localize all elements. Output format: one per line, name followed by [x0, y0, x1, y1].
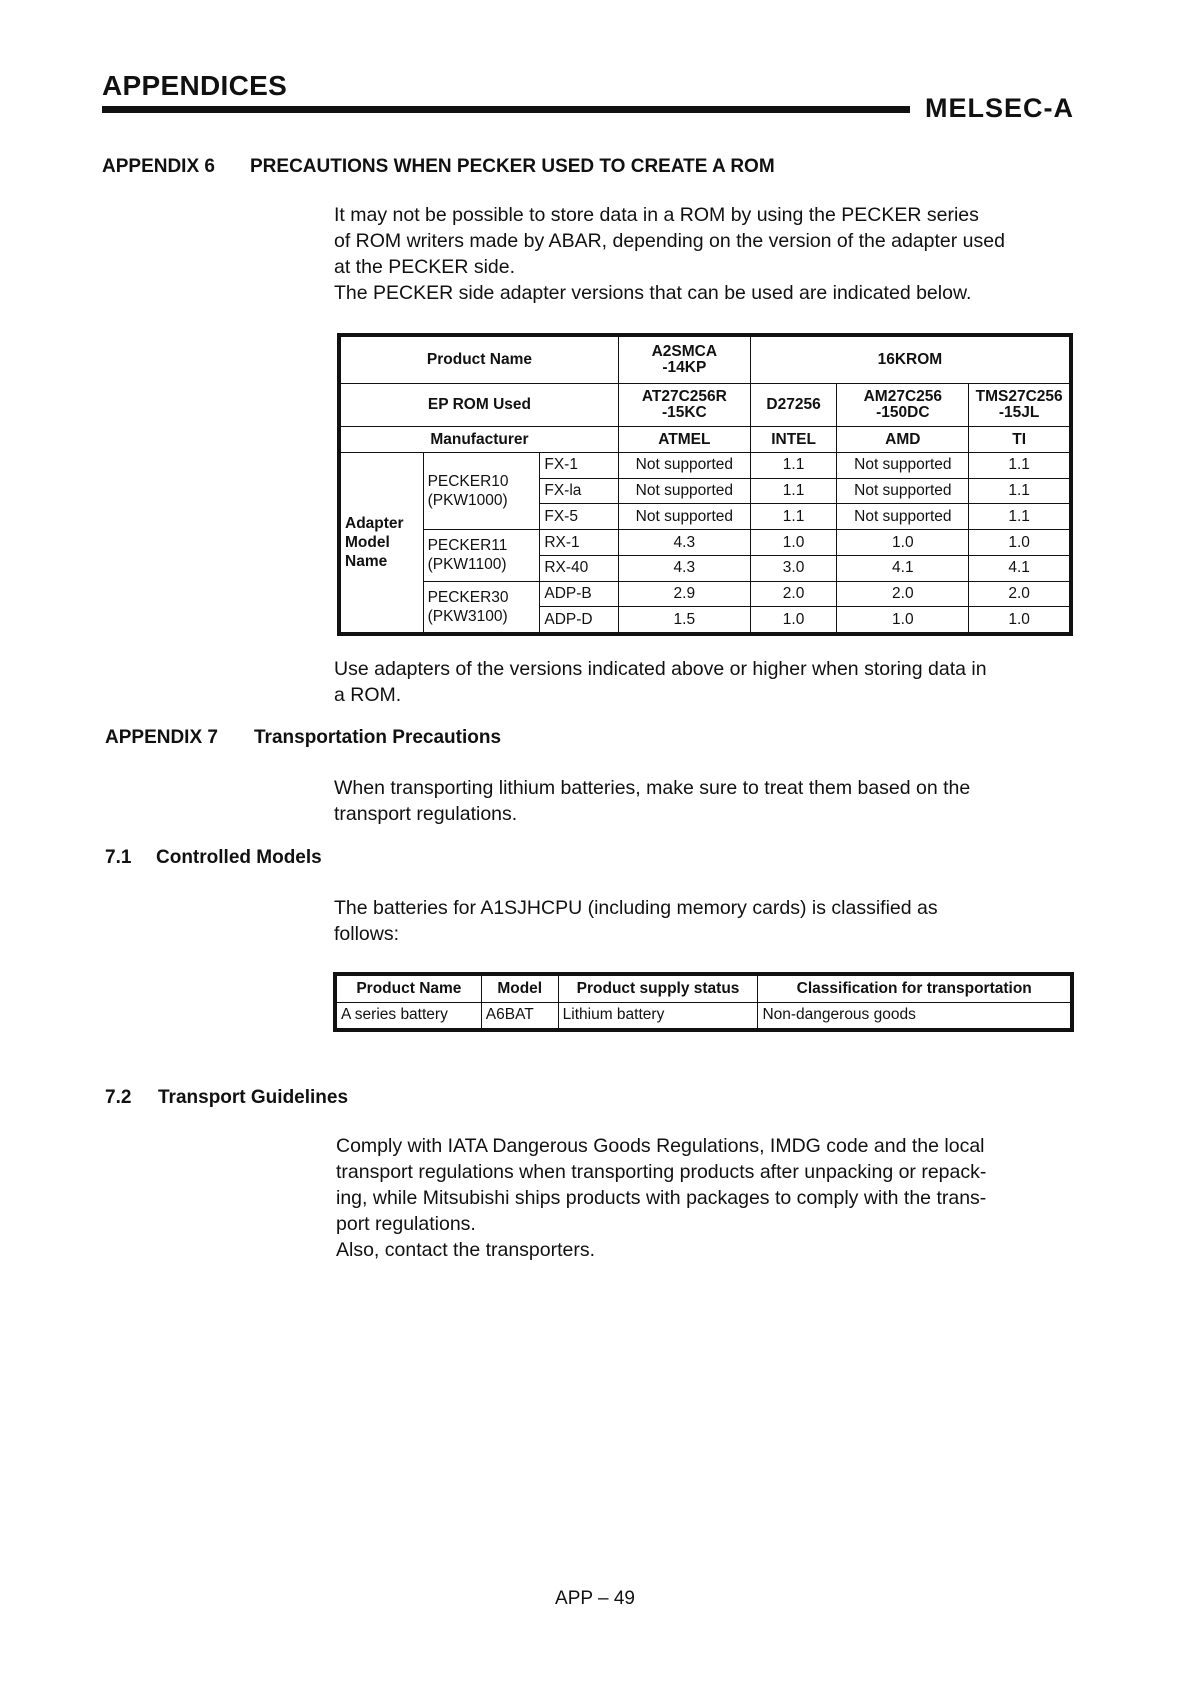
header-supply-status: Product supply status [558, 976, 758, 1003]
cell-supply-status: Lithium battery [558, 1002, 758, 1029]
adapter-cell: ADP-B [540, 581, 619, 607]
label-manufacturer: Manufacturer [341, 427, 619, 453]
value-cell: 4.1 [837, 555, 969, 581]
value-cell: 1.1 [969, 504, 1070, 530]
value-cell: 1.0 [837, 530, 969, 556]
section72-title: Transport Guidelines [158, 1087, 349, 1108]
value-cell: Not supported [837, 478, 969, 504]
rom-d27256: D27256 [750, 384, 837, 427]
value-cell: 1.0 [750, 607, 837, 633]
label-adapter-model-name: Adapter Model Name [341, 453, 424, 633]
header-product-name: Product Name [337, 976, 482, 1003]
value-cell: 1.0 [969, 530, 1070, 556]
pecker-adapter-table [337, 333, 1073, 636]
adapter-cell: FX-1 [540, 453, 619, 479]
cell-product-name: A series battery [337, 1002, 482, 1029]
pecker11-name: PECKER11 (PKW1100) [423, 530, 540, 581]
value-cell: 2.9 [618, 581, 750, 607]
product-a2smca: A2SMCA -14KP [618, 337, 750, 384]
appendix6-title: PRECAUTIONS WHEN PECKER USED TO CREATE A ROM [250, 156, 775, 177]
value-cell: 1.1 [750, 453, 837, 479]
value-cell: 2.0 [969, 581, 1070, 607]
label-ep-rom: EP ROM Used [341, 384, 619, 427]
adapter-cell: RX-40 [540, 555, 619, 581]
value-cell: 3.0 [750, 555, 837, 581]
header-brand: MELSEC-A [925, 93, 1074, 123]
value-cell: Not supported [618, 453, 750, 479]
appendix7-number: APPENDIX 7 [105, 727, 218, 748]
product-16krom: 16KROM [750, 337, 1069, 384]
label-product-name: Product Name [341, 337, 619, 384]
value-cell: Not supported [837, 453, 969, 479]
appendix6-number: APPENDIX 6 [102, 156, 215, 177]
value-cell: 1.0 [837, 607, 969, 633]
page-header-title: APPENDICES [102, 70, 288, 101]
adapter-cell: RX-1 [540, 530, 619, 556]
pecker30-name: PECKER30 (PKW3100) [423, 581, 540, 632]
section71-title: Controlled Models [156, 847, 322, 868]
battery-classification-table [333, 972, 1074, 1032]
value-cell: 1.1 [750, 504, 837, 530]
adapter-cell: FX-5 [540, 504, 619, 530]
rom-tms27c256: TMS27C256 -15JL [969, 384, 1070, 427]
appendix7-title: Transportation Precautions [254, 727, 502, 748]
value-cell: Not supported [618, 478, 750, 504]
value-cell: 2.0 [837, 581, 969, 607]
value-cell: 1.0 [750, 530, 837, 556]
value-cell: 4.3 [618, 530, 750, 556]
cell-classification: Non-dangerous goods [758, 1002, 1071, 1029]
value-cell: 4.1 [969, 555, 1070, 581]
value-cell: 1.1 [969, 478, 1070, 504]
maker-intel: INTEL [750, 427, 837, 453]
header-rule [102, 106, 910, 113]
rom-at27c256r: AT27C256R -15KC [618, 384, 750, 427]
maker-ti: TI [969, 427, 1070, 453]
value-cell: 4.3 [618, 555, 750, 581]
section71-number: 7.1 [105, 847, 132, 868]
maker-atmel: ATMEL [618, 427, 750, 453]
appendix6-after: Use adapters of the versions indicated above or higher when storing data in a ROM. [334, 658, 987, 706]
header-model: Model [481, 976, 558, 1003]
section72-text: Comply with IATA Dangerous Goods Regulations, IMDG code and the local transport regulations when transporting products after unpacking or repack- ing, while Mitsubishi ships products with packages to comply with the trans- port regulations. Also, contact the transporters. [336, 1135, 987, 1261]
maker-amd: AMD [837, 427, 969, 453]
value-cell: 1.5 [618, 607, 750, 633]
pecker10-name: PECKER10 (PKW1000) [423, 453, 540, 530]
value-cell: 1.1 [969, 453, 1070, 479]
page-number: APP – 49 [555, 1588, 635, 1609]
value-cell: Not supported [618, 504, 750, 530]
value-cell: 1.0 [969, 607, 1070, 633]
rom-am27c256: AM27C256 -150DC [837, 384, 969, 427]
value-cell: 1.1 [750, 478, 837, 504]
section71-text: The batteries for A1SJHCPU (including memory cards) is classified as follows: [334, 897, 938, 945]
appendix6-intro: It may not be possible to store data in a ROM by using the PECKER series of ROM writers made by ABAR, depending on the version of the adapter used at the PECKER side. The PECKER side adapter versions that can be used are indicated below. [334, 204, 1005, 304]
adapter-cell: ADP-D [540, 607, 619, 633]
cell-model: A6BAT [481, 1002, 558, 1029]
appendix7-text: When transporting lithium batteries, make sure to treat them based on the transport regulations. [334, 777, 971, 825]
header-classification: Classification for transportation [758, 976, 1071, 1003]
section72-number: 7.2 [105, 1087, 132, 1108]
value-cell: 2.0 [750, 581, 837, 607]
value-cell: Not supported [837, 504, 969, 530]
adapter-cell: FX-la [540, 478, 619, 504]
